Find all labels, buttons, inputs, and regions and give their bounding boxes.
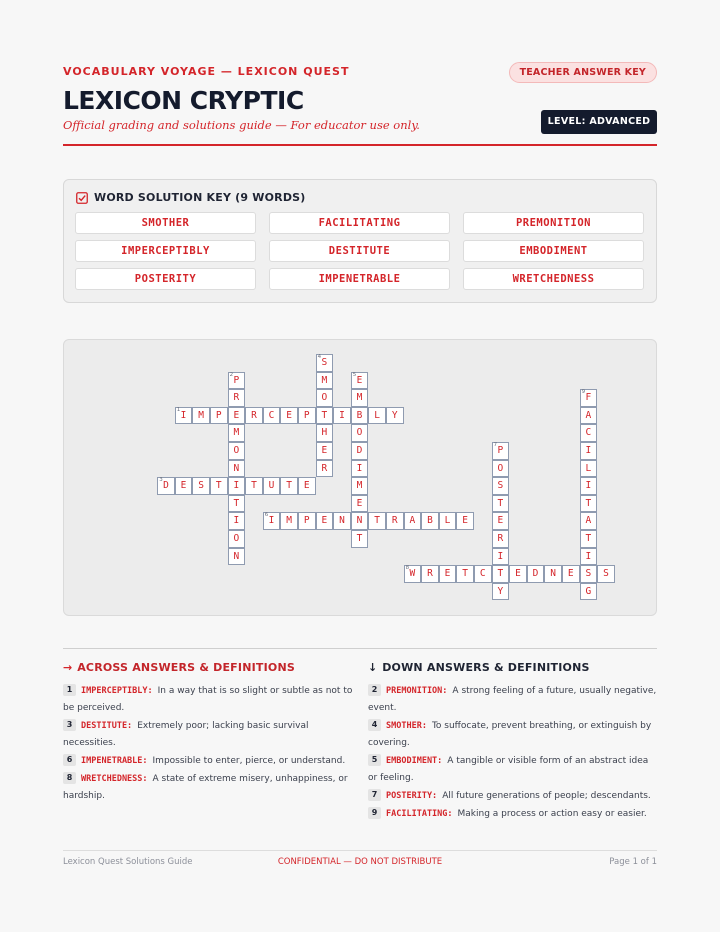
solution-word: FACILITATING <box>269 212 450 234</box>
clue-definition: All future generations of people; descendants. <box>442 791 651 801</box>
grid-letter: D <box>163 480 169 492</box>
footer-guide-name: Lexicon Quest Solutions Guide <box>63 857 193 867</box>
grid-cell <box>298 477 316 495</box>
grid-letter: N <box>356 515 363 527</box>
grid-letter: Y <box>391 409 398 421</box>
answer-key-page <box>63 0 657 932</box>
clue-answer: PREMONITION: <box>386 686 448 696</box>
grid-cell <box>492 530 510 548</box>
grid-cell <box>404 565 422 583</box>
grid-cell <box>562 565 580 583</box>
grid-cell <box>316 460 334 478</box>
grid-cell <box>421 512 439 530</box>
grid-cell <box>492 442 510 460</box>
clue-number-badge: 1 <box>63 684 76 696</box>
grid-cell <box>316 372 334 390</box>
down-clues-section <box>368 658 658 824</box>
grid-letter: I <box>356 462 363 474</box>
clue-number: 9 <box>581 389 586 396</box>
grid-letter: R <box>321 462 328 474</box>
grid-cell <box>580 389 598 407</box>
grid-cell <box>316 354 334 372</box>
grid-cell <box>351 512 369 530</box>
grid-letter: S <box>321 357 328 368</box>
clue-number-badge: 3 <box>63 719 76 731</box>
grid-cell <box>351 424 369 442</box>
grid-letter: T <box>286 480 292 492</box>
grid-letter: R <box>497 533 504 544</box>
grid-letter: E <box>233 409 240 421</box>
grid-cell <box>527 565 545 583</box>
solution-word: POSTERITY <box>75 268 256 290</box>
clue-definition: To suffocate, prevent breathing, or extinguish by covering. <box>368 721 652 748</box>
page-title: LEXICON CRYPTIC <box>63 86 304 115</box>
grid-cell <box>333 512 351 530</box>
grid-cell <box>580 460 598 478</box>
grid-letter: T <box>251 480 257 492</box>
grid-letter: M <box>198 409 204 421</box>
grid-letter: S <box>198 480 204 492</box>
grid-letter: T <box>233 497 240 509</box>
grid-cell <box>509 565 527 583</box>
grid-cell <box>175 477 193 495</box>
grid-cell <box>280 477 298 495</box>
clue-number: 7 <box>493 442 498 448</box>
clue-answer: IMPERCEPTIBLY: <box>81 686 153 696</box>
grid-cell <box>228 442 246 460</box>
grid-letter: I <box>233 480 240 492</box>
grid-cell <box>228 495 246 513</box>
grid-letter: U <box>268 480 275 492</box>
section-divider <box>63 648 657 649</box>
grid-letter: H <box>321 427 328 439</box>
across-heading: ACROSS ANSWERS & DEFINITIONS <box>77 660 295 674</box>
grid-letter: O <box>233 533 240 544</box>
grid-letter: T <box>585 497 592 509</box>
solution-word: DESTITUTE <box>269 240 450 262</box>
across-clues-section <box>63 658 353 806</box>
grid-letter: R <box>391 515 398 527</box>
grid-cell <box>439 565 457 583</box>
grid-letter: R <box>251 409 257 421</box>
grid-cell <box>580 583 598 601</box>
grid-letter: T <box>321 409 328 421</box>
grid-cell <box>316 442 334 460</box>
grid-letter: T <box>374 515 380 527</box>
word-solution-key-card <box>63 179 657 303</box>
grid-letter: M <box>321 374 328 386</box>
clue-answer: SMOTHER: <box>386 721 427 731</box>
arrow-right-icon: → <box>63 660 73 674</box>
grid-cell <box>298 512 316 530</box>
eyebrow-title: VOCABULARY VOYAGE — LEXICON QUEST <box>63 65 350 78</box>
grid-letter: M <box>356 480 363 492</box>
clue-number: 5 <box>352 371 357 378</box>
grid-letter: B <box>427 515 433 527</box>
clue-number-badge: 2 <box>368 684 381 696</box>
header-divider <box>63 144 657 146</box>
grid-cell <box>492 495 510 513</box>
grid-cell <box>263 477 281 495</box>
grid-letter: S <box>497 480 504 492</box>
grid-letter: E <box>497 515 504 527</box>
grid-cell <box>492 548 510 566</box>
grid-cell <box>351 372 369 390</box>
grid-letter: B <box>356 409 363 421</box>
grid-cell <box>228 477 246 495</box>
grid-cell <box>386 512 404 530</box>
clue-number-badge: 6 <box>63 754 76 766</box>
grid-letter: E <box>286 409 292 421</box>
solution-key-heading <box>76 191 306 204</box>
grid-letter: N <box>339 515 345 527</box>
clue-item <box>368 806 658 823</box>
grid-letter: E <box>321 515 328 527</box>
grid-letter: L <box>585 462 592 474</box>
grid-cell <box>580 495 598 513</box>
clue-number: 3 <box>159 477 163 484</box>
grid-cell <box>316 424 334 442</box>
footer-page-number: Page 1 of 1 <box>609 857 657 867</box>
grid-cell <box>580 407 598 425</box>
page-subtitle: Official grading and solutions guide — For educator use only. <box>63 118 420 132</box>
grid-letter: A <box>585 515 592 527</box>
grid-letter: P <box>233 374 240 386</box>
grid-cell <box>210 477 228 495</box>
grid-letter: G <box>585 585 592 597</box>
grid-cell <box>386 407 404 425</box>
solution-word: WRETCHEDNESS <box>463 268 644 290</box>
grid-letter: O <box>356 427 363 439</box>
grid-letter: S <box>585 568 592 580</box>
grid-letter: E <box>356 374 363 386</box>
grid-cell <box>192 407 210 425</box>
grid-letter: T <box>462 568 468 580</box>
grid-letter: C <box>268 409 275 421</box>
clue-number: 2 <box>229 371 234 378</box>
grid-cell <box>228 530 246 548</box>
grid-letter: I <box>180 409 187 421</box>
clue-number: 6 <box>264 512 269 519</box>
grid-letter: I <box>233 515 240 527</box>
clue-item <box>368 788 658 805</box>
clue-definition: A tangible or visible form of an abstract idea or feeling. <box>368 756 649 783</box>
clue-answer: FACILITATING: <box>386 809 453 819</box>
grid-letter: C <box>585 427 592 439</box>
grid-cell <box>228 372 246 390</box>
grid-cell <box>228 407 246 425</box>
footer-confidential: CONFIDENTIAL — DO NOT DISTRIBUTE <box>277 857 443 867</box>
grid-cell <box>228 512 246 530</box>
grid-cell <box>368 407 386 425</box>
grid-letter: N <box>233 462 240 474</box>
clue-answer: POSTERITY: <box>386 791 438 801</box>
grid-letter: T <box>356 533 363 544</box>
clue-number-badge: 5 <box>368 754 381 766</box>
grid-cell <box>351 477 369 495</box>
solution-word: IMPERCEPTIBLY <box>75 240 256 262</box>
clue-number-badge: 8 <box>63 772 76 784</box>
grid-letter: I <box>585 550 592 562</box>
grid-cell <box>580 548 598 566</box>
grid-cell <box>316 389 334 407</box>
grid-cell <box>210 407 228 425</box>
grid-cell <box>580 424 598 442</box>
clue-item <box>63 718 353 752</box>
clue-item <box>63 771 353 805</box>
level-badge: LEVEL: ADVANCED <box>541 110 657 134</box>
grid-letter: M <box>286 515 292 527</box>
grid-letter: I <box>339 409 345 421</box>
grid-cell <box>580 442 598 460</box>
grid-cell <box>456 512 474 530</box>
grid-cell <box>175 407 193 425</box>
arrow-down-icon: ↓ <box>368 660 378 674</box>
grid-cell <box>351 530 369 548</box>
clue-definition: A strong feeling of a future, usually negative, event. <box>368 686 657 713</box>
clue-item <box>368 683 658 717</box>
solution-word: PREMONITION <box>463 212 644 234</box>
clue-item <box>368 718 658 752</box>
clue-item <box>63 753 353 770</box>
grid-cell <box>580 512 598 530</box>
grid-cell <box>298 407 316 425</box>
clue-definition: In a way that is so slight or subtle as not to be perceived. <box>63 686 353 713</box>
grid-cell <box>351 407 369 425</box>
grid-cell <box>351 460 369 478</box>
grid-letter: L <box>444 515 451 527</box>
clue-item <box>63 683 353 717</box>
clue-answer: EMBODIMENT: <box>386 756 443 766</box>
clue-answer: IMPENETRABLE: <box>81 756 148 766</box>
grid-cell <box>351 389 369 407</box>
solution-word: EMBODIMENT <box>463 240 644 262</box>
grid-cell <box>421 565 439 583</box>
grid-cell <box>228 424 246 442</box>
clue-definition: Making a process or action easy or easier. <box>457 809 647 819</box>
grid-letter: D <box>356 445 363 456</box>
grid-letter: I <box>585 445 592 456</box>
grid-letter: E <box>321 445 328 456</box>
grid-letter: N <box>550 568 556 580</box>
grid-cell <box>404 512 422 530</box>
grid-cell <box>192 477 210 495</box>
across-clue-list <box>63 683 353 805</box>
solution-key-title: WORD SOLUTION KEY (9 WORDS) <box>94 191 306 204</box>
grid-letter: E <box>356 497 363 509</box>
grid-letter: F <box>585 392 592 404</box>
solution-word: IMPENETRABLE <box>269 268 450 290</box>
grid-letter: I <box>585 480 592 492</box>
grid-letter: A <box>409 515 416 527</box>
grid-cell <box>263 407 281 425</box>
grid-cell <box>351 442 369 460</box>
grid-cell <box>597 565 615 583</box>
grid-letter: Y <box>497 585 504 597</box>
grid-letter: T <box>215 480 222 492</box>
grid-cell <box>351 495 369 513</box>
grid-letter: S <box>603 568 609 580</box>
checkbox-icon <box>76 192 88 204</box>
grid-letter: M <box>356 392 363 404</box>
clue-number: 1 <box>176 406 181 413</box>
grid-letter: O <box>233 445 240 456</box>
footer-divider <box>63 850 657 851</box>
grid-letter: W <box>409 568 416 580</box>
grid-cell <box>280 512 298 530</box>
grid-cell <box>492 512 510 530</box>
clue-number-badge: 4 <box>368 719 381 731</box>
clue-number: 8 <box>405 565 410 572</box>
clue-definition: Extremely poor; lacking basic survival necessities. <box>63 721 309 748</box>
grid-letter: O <box>497 462 504 474</box>
grid-cell <box>580 477 598 495</box>
grid-cell <box>228 389 246 407</box>
grid-letter: P <box>215 409 222 421</box>
grid-letter: R <box>427 568 433 580</box>
grid-letter: P <box>303 409 310 421</box>
grid-letter: C <box>479 568 486 580</box>
grid-cell <box>157 477 175 495</box>
grid-cell <box>263 512 281 530</box>
grid-cell <box>245 477 263 495</box>
down-heading: DOWN ANSWERS & DEFINITIONS <box>382 660 590 674</box>
grid-letter: M <box>233 427 240 439</box>
grid-cell <box>368 512 386 530</box>
grid-letter: R <box>233 392 240 404</box>
clue-definition: Impossible to enter, pierce, or understand. <box>152 756 346 766</box>
solution-word-grid <box>75 212 644 290</box>
grid-letter: I <box>497 550 504 562</box>
grid-cell <box>580 530 598 548</box>
clue-number-badge: 7 <box>368 789 381 801</box>
grid-cell <box>316 407 334 425</box>
grid-cell <box>280 407 298 425</box>
solution-word: SMOTHER <box>75 212 256 234</box>
clue-number: 4 <box>317 354 322 360</box>
grid-letter: A <box>585 409 592 421</box>
grid-cell <box>333 407 351 425</box>
grid-letter: I <box>268 515 275 527</box>
grid-letter: T <box>497 497 504 509</box>
grid-letter: N <box>233 550 240 562</box>
grid-letter: E <box>515 568 521 580</box>
crossword-grid <box>63 339 657 616</box>
grid-letter: E <box>444 568 451 580</box>
grid-letter: E <box>462 515 468 527</box>
grid-cell <box>228 460 246 478</box>
grid-letter: L <box>374 409 380 421</box>
grid-cell <box>456 565 474 583</box>
grid-cell <box>492 583 510 601</box>
clue-answer: WRETCHEDNESS: <box>81 774 148 784</box>
grid-cell <box>492 460 510 478</box>
grid-letter: T <box>497 568 504 580</box>
grid-cell <box>492 565 510 583</box>
grid-letter: E <box>567 568 574 580</box>
grid-cell <box>492 477 510 495</box>
grid-cell <box>245 407 263 425</box>
grid-letter: D <box>532 568 539 580</box>
teacher-answer-key-badge: TEACHER ANSWER KEY <box>509 62 657 83</box>
grid-cell <box>316 512 334 530</box>
clue-definition: A state of extreme misery, unhappiness, or hardship. <box>63 774 348 801</box>
down-clue-list <box>368 683 658 823</box>
grid-cell <box>439 512 457 530</box>
grid-cell <box>474 565 492 583</box>
clue-item <box>368 753 658 787</box>
clue-number-badge: 9 <box>368 807 381 819</box>
clue-answer: DESTITUTE: <box>81 721 133 731</box>
grid-cell <box>228 548 246 566</box>
grid-letter: P <box>497 445 504 456</box>
grid-letter: P <box>303 515 310 527</box>
grid-cell <box>580 565 598 583</box>
grid-letter: E <box>180 480 187 492</box>
grid-letter: T <box>585 533 592 544</box>
grid-letter: O <box>321 392 328 404</box>
grid-cell <box>544 565 562 583</box>
grid-letter: E <box>303 480 310 492</box>
